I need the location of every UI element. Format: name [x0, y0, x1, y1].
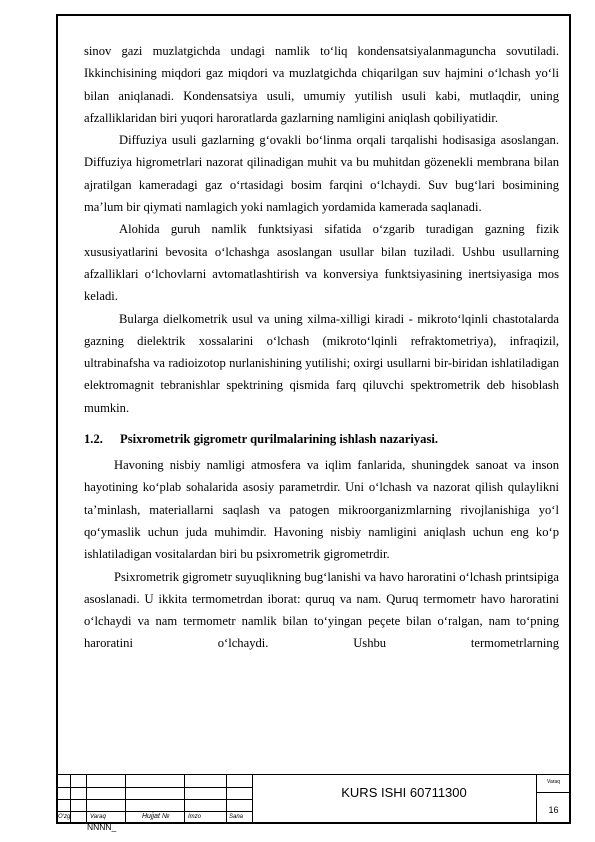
document-code: KURS ISHI 60711300	[341, 785, 467, 800]
paragraph-1: sinov gazi muzlatgichda undagi namlik to‘liq kondensatsiyalanmaguncha sovutiladi. Ikkinchisining miqdori gaz miqdori va muzlatgichda chiqarilgan suv hajmini o‘lchash yo‘li bilan aniqlanadi. Kondensatsiya usuli, umumiy yutilish usuli kabi, mutlaqdir, uning afzalliklaridan biri yuqori haroratlarda gazlarning namligini aniqlash qobiliyatidir.	[84, 44, 559, 125]
footer-nnnn: NNNN_	[87, 822, 117, 832]
label-ozg: O‘zg	[58, 814, 71, 820]
label-imzo: Imzo	[188, 814, 202, 820]
label-varaq: Varaq	[90, 814, 106, 820]
section-number: 1.2.	[84, 432, 103, 447]
paragraph-4: Bularga dielkometrik usul va uning xilma-xilligi kiradi - mikroto‘lqinli chastotalarda gazning dielektrik xossalarini o‘lchash (mikroto‘lqinli refraktometriya), infraqizil, ultrabinafsha va radioizotop nurlanishining yutilishi; oxirgi usullarni bir-biridan ishlatiladigan elektromagnit tebranishlar spektrining qismida farq qiluvchi spektrometrik deb hisoblash mumkin.	[84, 311, 559, 415]
label-hujjat: Hujjat №	[142, 813, 170, 820]
document-body	[84, 40, 559, 655]
label-varaq-right: Varaq	[547, 779, 560, 785]
label-sana: Sana	[229, 814, 244, 820]
page-number: 16	[548, 805, 559, 815]
section-heading	[84, 428, 559, 450]
title-block	[56, 774, 571, 832]
paragraph-5: Havoning nisbiy namligi atmosfera va iqlim fanlarida, shuningdek sanoat va inson hayotining ko‘plab sohalarida asosiy parametrdir. Uni o‘lchash va nazorat qilish qulaylikni ta’minlash, materiallarni saqlash va patogen mikroorganizmlarning rivojlanishiga yo‘l qo‘ymaslik uchun juda muhimdir. Havoning nisbiy namligini aniqlash uchun eng ko‘p ishlatiladigan vositalardan biri bu psixrometrik gigrometrdir.	[84, 458, 559, 562]
section-title: Psixrometrik gigrometr qurilmalarining ishlash nazariyasi.	[120, 432, 438, 447]
paragraph-2: Diffuziya usuli gazlarning g‘ovakli bo‘linma orqali tarqalishi hodisasiga asoslangan. Diffuziya higrometrlari nazorat qilinadigan muhit va bu muhitdan gözenekli membrana bilan ajratilgan kameradagi gaz o‘rtasidagi bosim farqini o‘lchaydi. Suv bug‘lari bosimining ma’lum bir qiymati namlagich yoki namlagich yordamida kamerada saqlanadi.	[84, 133, 559, 215]
paragraph-6: Psixrometrik gigrometr suyuqlikning bug‘lanishi va havo haroratini o‘lchash printsipiga asoslanadi. U ikkita termometrdan iborat: quruq va nam. Quruq termometr havo haroratini o‘lchaydi va nam termometr namlik bilan to‘yingan peçete bilan o‘ralgan, nam to‘pning haroratini o‘lchaydi. Ushbu termometrlarning	[84, 569, 559, 651]
paragraph-3: Alohida guruh namlik funktsiyasi sifatida o‘zgarib turadigan gazning fizik xususiyatlarini bevosita o‘lchashga asoslangan usullar bilan tuziladi. Ushbu usullarning afzalliklari o‘lchovlarni avtomatlashtirish va konversiya funktsiyasining inertsiyasiga mos keladi.	[84, 222, 559, 304]
